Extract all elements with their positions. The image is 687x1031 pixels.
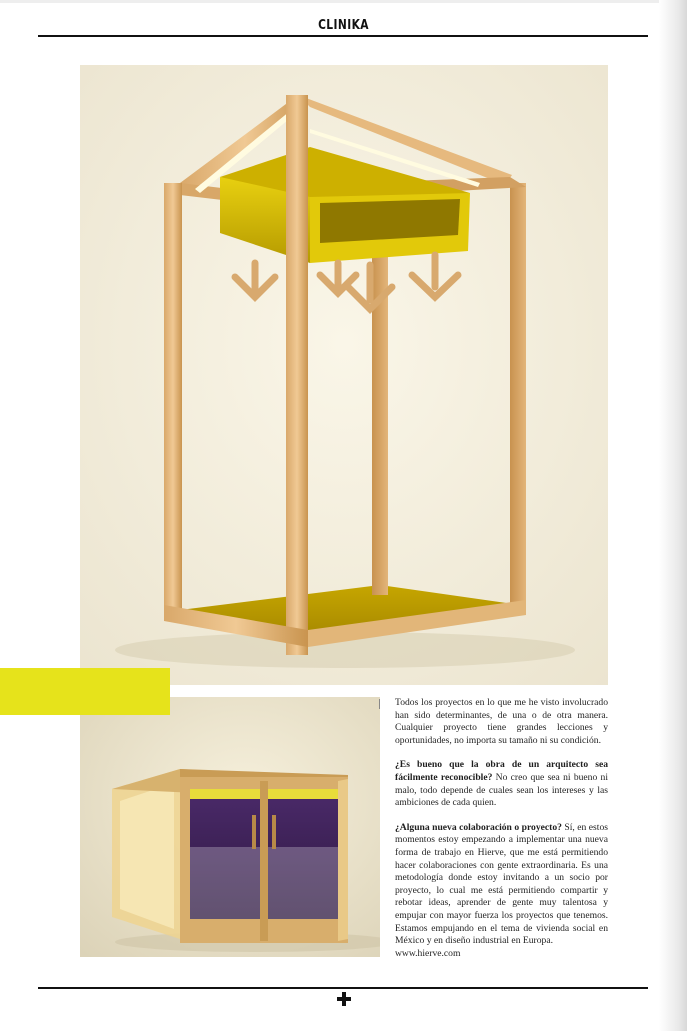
secondary-photo [80,697,380,957]
answer-2: No creo que sea ni bueno ni malo, todo depende de cuales sean los intereses y las ambiciones de cada quien. [395,771,608,809]
answer-3: Sí, en estos momentos estoy empezando a implementar una nueva forma de trabajo en Hierve, que me está permitiendo hacer colaboraciones con gente extraordinaria. Es una metodología donde estoy invitando a un socio por proyecto, lo cual me está permitiendo compartir y rebotar ideas, aprender de gente muy talentosa y empujar con mayor fuerza los proyectos que tenemos. Estamos empujando en el tema de vivienda social en México y en diseño industrial en Europa. [395,821,608,947]
header-rule [38,35,648,37]
article-body [395,697,608,960]
footer-rule [38,987,648,989]
page-edge-shadow [659,0,687,1031]
question-2: ¿Es bueno que la obra de un arquitecto sea fácilmente reconocible? [395,759,608,783]
plus-icon [337,992,351,1006]
section-title: CLINIKA [318,18,369,33]
paragraph-question-2 [395,759,608,809]
page-top-edge [0,0,687,3]
main-photo [80,65,608,685]
question-3: ¿Alguna nueva colaboración o proyecto? [395,821,562,833]
text-column-marker [379,699,380,709]
paragraph-intro: Todos los proyectos en lo que me he visto involucrado han sido determinantes, de una o de otra manera. Cualquier proyecto tiene grandes lecciones y oportunidades, no importa su tamaño ni su condición. [395,697,608,746]
paragraph-question-3 [395,822,608,948]
website-link[interactable]: www.hierve.com [395,947,461,959]
yellow-accent-tab [0,668,170,715]
